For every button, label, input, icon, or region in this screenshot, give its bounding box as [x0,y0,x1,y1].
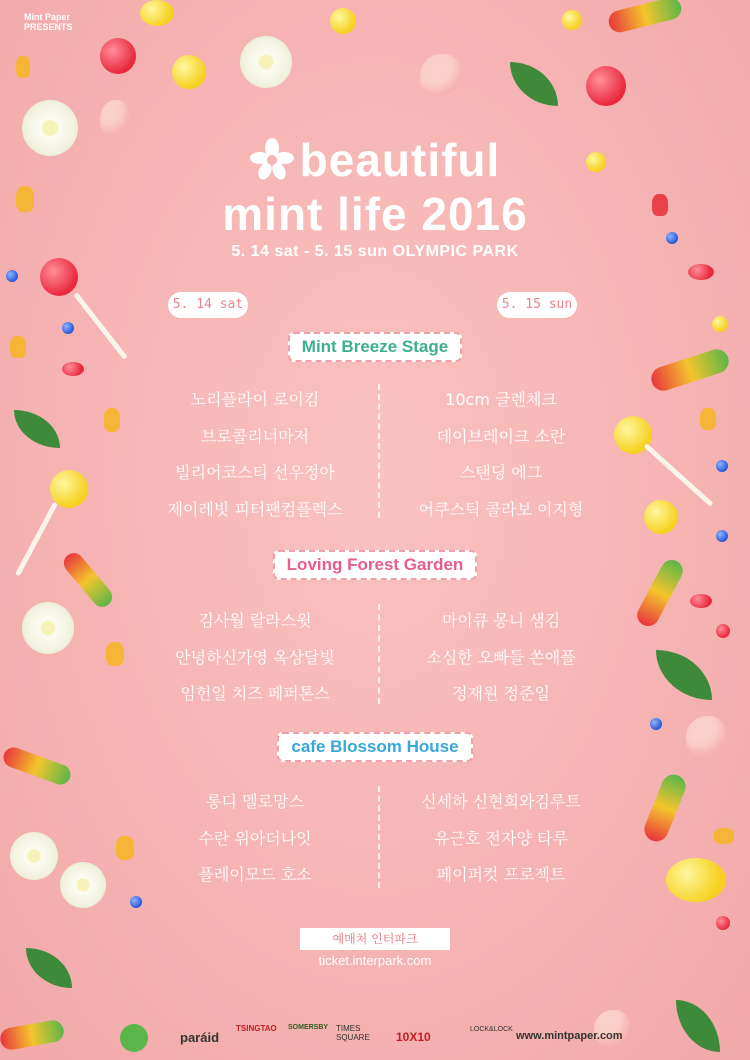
lineup-row: 소심한 오빠들 쏜애플 [426,647,576,667]
red-candy-icon [100,38,136,74]
lineup-row: 수란 위아더나잇 [198,828,312,848]
stage-1-label [0,332,750,362]
lineup-row: 노리플라이 로이킴 [190,390,320,409]
title-line-1 [0,135,750,185]
stage-2-day-1-lineup [130,603,380,713]
lineup-row: 10cm 글렌체크 [445,390,557,409]
presenter-presents: PRESENTS [24,22,73,32]
lineup-row: 마이큐 몽니 샘김 [441,611,561,630]
lineup-row: 정재원 정준일 [452,684,550,703]
gummy-worm-icon [0,1019,65,1052]
title-line-2: mint life 2016 [222,188,528,240]
stage-1-day-2-lineup [376,382,626,528]
yellow-candy-icon [330,8,356,34]
yellow-candy-icon [712,316,728,332]
gummy-bear-icon [106,642,124,666]
sponsor-bar [120,1022,740,1058]
stage-3-name: cafe Blossom House [277,732,472,762]
stage-3-day-1-lineup [130,784,380,894]
sponsor-paraid: paráid [180,1030,220,1045]
stage-2-name: Loving Forest Garden [273,550,478,580]
sponsor-website[interactable]: www.mintpaper.com [516,1030,623,1042]
title-text-1: beautiful [299,134,501,186]
lineup-row: 플레이모드 호소 [198,865,312,884]
festival-dates: 5. 14 sat - 5. 15 sun OLYMPIC PARK [231,243,519,260]
lineup-row: 브로콜리너마저 [200,426,310,446]
lineup-row: 스탠딩 에그 [459,463,543,482]
festival-title [0,135,750,261]
blue-candy-icon [650,718,662,730]
sponsor-somersby: SOMERSBY [288,1024,329,1031]
stage-3-day-2-lineup [376,784,626,894]
sponsor-tsingtao: TSINGTAO [236,1024,277,1033]
red-candy-icon [40,258,78,296]
lineup-row: 어쿠스틱 콜라보 이지형 [418,499,584,519]
blue-candy-icon [6,270,18,282]
lineup-row: 안녕하신가영 옥상달빛 [175,647,335,667]
day-2-tag: 5. 15 sun [497,292,577,318]
lineup-row: 데이브레이크 소란 [436,426,566,446]
flower-logo-icon [250,138,294,182]
yellow-candy-icon [172,55,206,89]
lineup-row: 제이레빗 피터팬컴플렉스 [167,499,343,519]
stage-3-label [0,732,750,762]
sponsor-10x10: 10X10 [396,1030,431,1044]
gummy-worm-icon [606,0,683,35]
gummy-bear-icon [104,408,120,432]
yellow-candy-icon [562,10,582,30]
petal-icon [100,100,130,136]
stage-1-name: Mint Breeze Stage [288,332,462,362]
lineup-row: 빌리어코스티 선우정아 [175,463,335,482]
white-flower-icon [10,832,58,880]
gummy-bear-icon [700,408,716,430]
mint-paper-logo-icon [120,1024,148,1052]
leaf-icon [14,410,60,448]
yellow-candy-icon [644,500,678,534]
gummy-bear-icon [714,828,734,844]
white-flower-icon [60,862,106,908]
red-candy-icon [716,624,730,638]
white-flower-icon [22,602,74,654]
day-1-tag: 5. 14 sat [168,292,248,318]
lineup-row: 유근호 전자양 타루 [434,828,568,848]
lollipop-stick-icon [643,443,713,507]
blue-candy-icon [130,896,142,908]
ticket-url-link[interactable]: ticket.interpark.com [318,953,432,968]
red-rose-icon [586,66,626,106]
presenter-label [24,12,73,32]
stage-2-day-2-lineup [376,603,626,713]
red-candy-icon [688,264,714,280]
blue-candy-icon [716,530,728,542]
leaf-icon [510,62,558,106]
gummy-worm-icon [641,771,689,845]
stage-1-day-1-lineup [130,382,380,528]
red-candy-icon [690,594,712,608]
gummy-bear-icon [16,56,30,78]
lineup-row: 롱디 멜로망스 [206,792,304,811]
sponsor-locklock: LOCK&LOCK [470,1026,513,1033]
leaf-icon [656,650,712,700]
petal-icon [420,54,462,96]
lineup-row: 김사월 랄라스윗 [198,611,312,630]
blue-candy-icon [716,460,728,472]
yellow-rose-icon [666,858,726,902]
sponsor-times-square: TIMES SQUARE [336,1024,370,1042]
red-candy-icon [716,916,730,930]
lineup-row: 신세하 신현희와김루트 [421,792,581,811]
lineup-row: 임헌일 치즈 페퍼톤스 [180,684,330,703]
presenter-brand: Mint Paper [24,12,71,22]
ticket-vendor-label: 예매처 인터파크 [300,928,450,950]
yellow-candy-icon [140,0,174,26]
white-flower-icon [240,36,292,88]
stage-2-label [0,550,750,580]
red-candy-icon [62,362,84,376]
lineup-row: 페이퍼컷 프로젝트 [436,865,566,884]
